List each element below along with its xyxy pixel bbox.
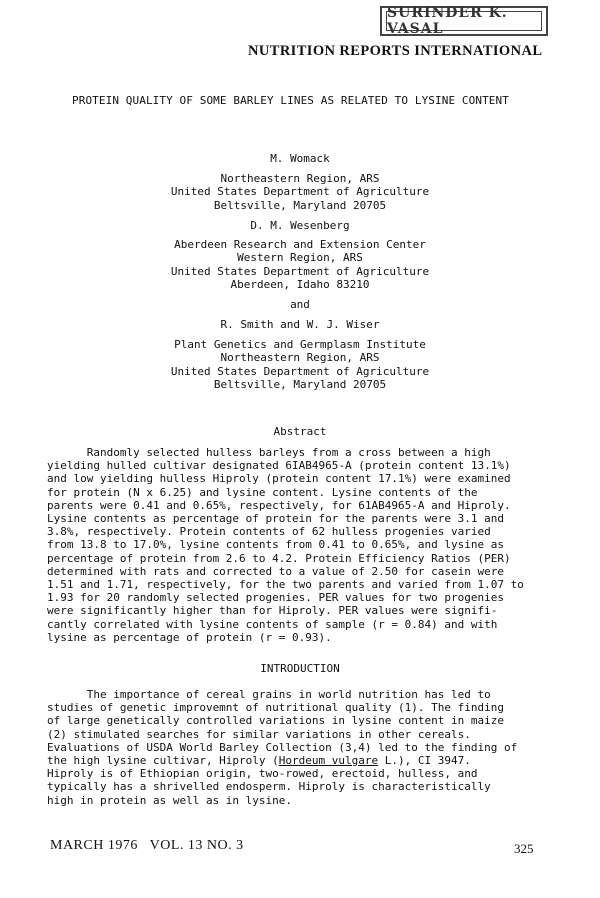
abstract-line: and low yielding hulless Hiproly (protein content 17.1%) were examined [47,472,511,486]
affiliation-smith-wiser [0,338,600,392]
abstract-line: Lysine contents as percentage of protein for the parents were 3.1 and [47,512,504,526]
intro-line: Hiproly is of Ethiopian origin, two-rowed, erectoid, hulless, and [47,767,478,781]
abstract-line: percentage of protein from 2.6 to 4.2. Protein Efficiency Ratios (PER) [47,551,511,565]
intro-text: L.), CI 3947. [378,754,471,768]
affiliation-line: Western Region, ARS [237,251,363,265]
abstract-line: yielding hulled cultivar designated 6IAB4965-A (protein content 13.1%) [47,459,511,473]
author-smith-wiser: R. Smith and W. J. Wiser [220,318,380,331]
introduction-heading: INTRODUCTION [260,662,340,675]
abstract-line: parents were 0.41 and 0.65%, respectively, for 61AB4965-A and Hiproly. [47,498,511,512]
affiliation-wesenberg [0,238,600,292]
page-number: 325 [514,841,534,856]
intro-line: (2) stimulated searches for similar variations in other cereals. [47,727,471,741]
intro-line: high in protein as well as in lysine. [47,793,293,807]
abstract-line: from 13.8 to 17.0%, lysine contents from 0.41 to 0.65%, and lysine as [47,538,504,552]
affiliation-line: United States Department of Agriculture [170,364,430,378]
affiliation-line: Beltsville, Maryland 20705 [213,378,387,392]
abstract-line: 1.51 and 1.71, respectively, for the two parents and varied from 1.07 to [47,578,524,592]
affiliation-line: Northeastern Region, ARS [220,172,380,185]
journal-name: NUTRITION REPORTS INTERNATIONAL [248,43,543,59]
abstract-line: Randomly selected hulless barleys from a cross between a high [47,446,491,459]
intro-line: typically has a shrivelled endosperm. Hiproly is characteristically [47,780,491,794]
abstract-line: cantly correlated with lysine contents of sample (r = 0.84) and with [47,617,498,631]
abstract-line: were significantly higher than for Hiproly. PER values were signifi- [47,604,498,618]
name-stamp [380,6,548,36]
abstract-line: determined with rats and corrected to a value of 2.50 for casein were [47,564,504,578]
author-conjunction: and [290,298,310,311]
affiliation-line: Beltsville, Maryland 20705 [213,198,387,212]
author-womack: M. Womack [270,152,330,165]
introduction-body [47,688,535,807]
affiliation-line: United States Department of Agriculture [170,185,430,199]
intro-line: Evaluations of USDA World Barley Collection (3,4) led to the finding of [47,740,518,754]
intro-line: studies of genetic improvemnt of nutritional quality (1). The finding [47,701,504,715]
abstract-line: for protein (N x 6.25) and lysine content. Lysine contents of the [47,485,478,499]
author-wesenberg: D. M. Wesenberg [250,219,350,232]
stamp-text: SURINDER K. VASAL [386,11,542,31]
intro-line: The importance of cereal grains in world nutrition has led to [47,688,491,701]
abstract-body [47,446,535,644]
abstract-line: 1.93 for 20 randomly selected progenies. PER values for two progenies [47,591,504,605]
abstract-heading: Abstract [273,425,327,438]
article-title: PROTEIN QUALITY OF SOME BARLEY LINES AS RELATED TO LYSINE CONTENT [72,94,509,107]
issue-info: MARCH 1976 VOL. 13 NO. 3 [50,838,244,853]
affiliation-line: Aberdeen Research and Extension Center [174,238,426,251]
intro-line-species [47,754,535,767]
affiliation-line: Northeastern Region, ARS [220,351,380,365]
intro-line: of large genetically controlled variations in lysine content in maize [47,714,504,728]
abstract-line: 3.8%, respectively. Protein contents of 62 hulless progenies varied [47,525,491,539]
affiliation-line: Plant Genetics and Germplasm Institute [174,338,426,351]
abstract-line: lysine as percentage of protein (r = 0.93). [47,630,332,644]
species-name: Hordeum vulgare [278,754,379,768]
intro-text: the high lysine cultivar, Hiproly ( [47,754,279,768]
affiliation-womack [0,172,600,212]
affiliation-line: Aberdeen, Idaho 83210 [230,278,370,292]
affiliation-line: United States Department of Agriculture [170,264,430,278]
